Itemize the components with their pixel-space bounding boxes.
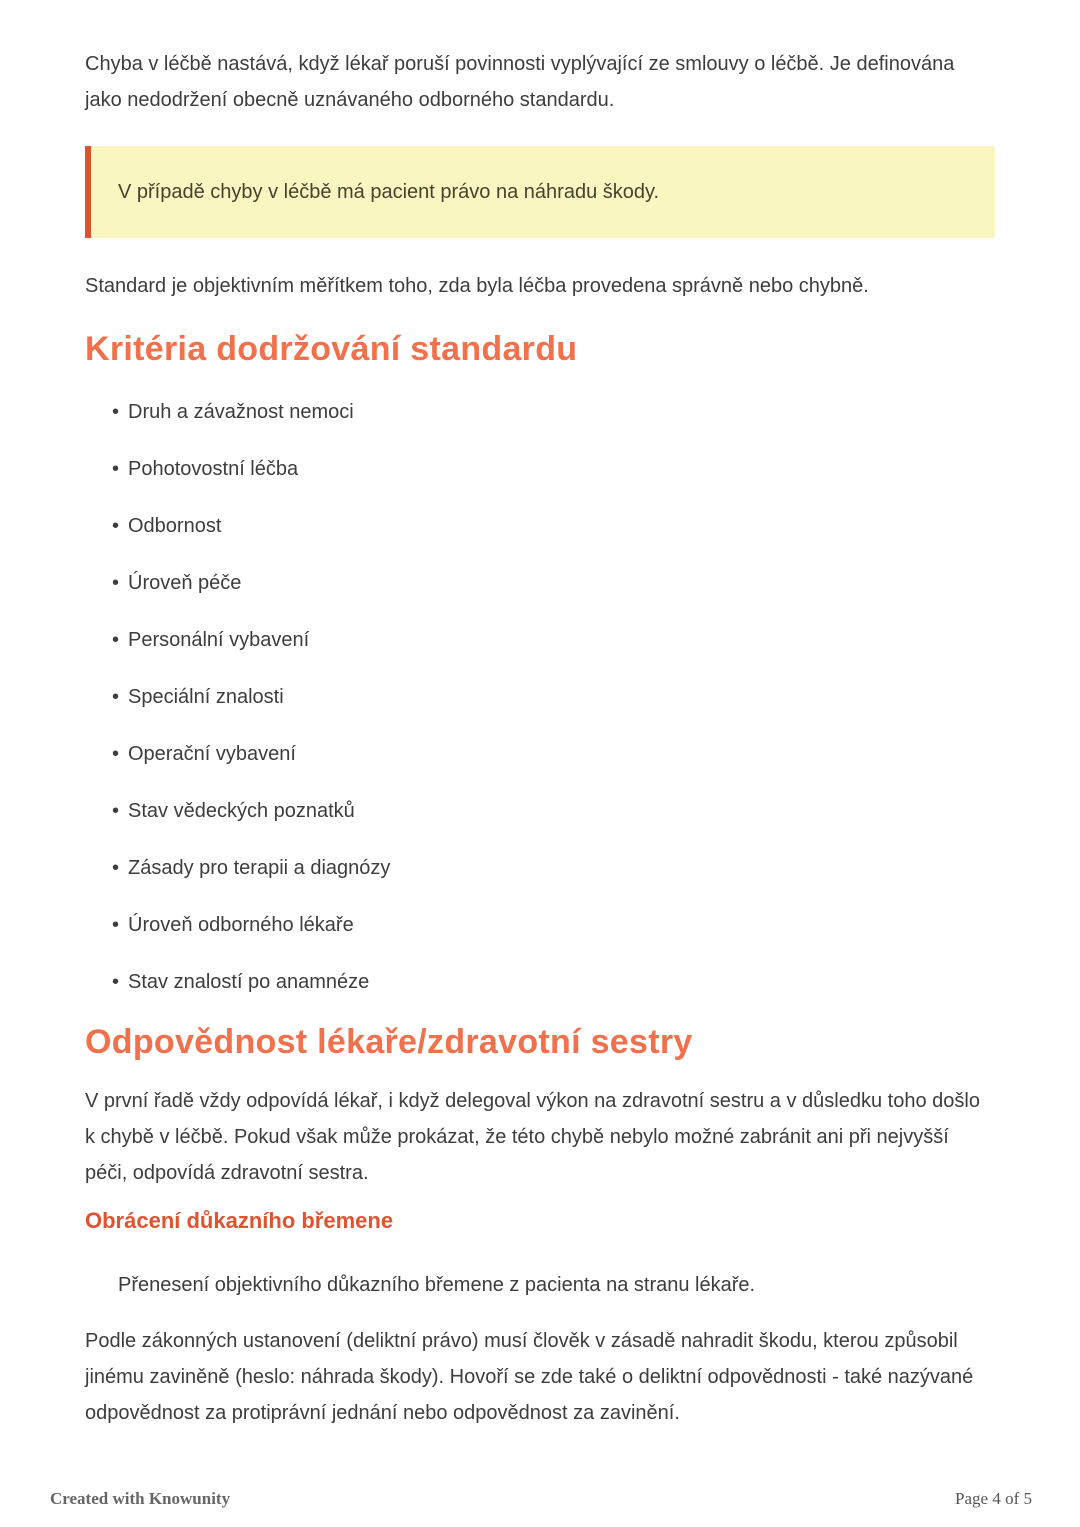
list-item-label: Stav znalostí po anamnéze — [128, 971, 370, 993]
footer-page-number: Page 4 of 5 — [955, 1489, 1032, 1508]
list-item — [112, 622, 995, 658]
callout-text: V případě chyby v léčbě má pacient právo na náhradu škody. — [118, 181, 660, 203]
list-item-label: Personální vybavení — [128, 629, 310, 651]
list-item — [112, 736, 995, 772]
list-item-label: Odbornost — [128, 515, 222, 537]
bullet-icon: • — [112, 743, 120, 765]
bullet-icon: • — [112, 458, 120, 480]
list-item-label: Operační vybavení — [128, 743, 296, 765]
list-item — [112, 508, 995, 544]
bullet-icon: • — [112, 629, 120, 651]
list-item — [112, 565, 995, 601]
bullet-icon: • — [112, 572, 120, 594]
section-heading-criteria: Kritéria dodržování standardu — [85, 330, 578, 368]
list-item — [112, 964, 995, 1000]
bullet-icon: • — [112, 857, 120, 879]
list-item-label: Pohotovostní léčba — [128, 458, 299, 480]
list-item-label: Zásady pro terapii a diagnózy — [128, 857, 391, 879]
bullet-icon: • — [112, 800, 120, 822]
footer-branding: Created with Knowunity — [50, 1489, 231, 1508]
criteria-list — [85, 394, 995, 1000]
bullet-icon: • — [112, 686, 120, 708]
intro-paragraph: Chyba v léčbě nastává, když lékař poruší povinnosti vyplývající ze smlouvy o léčbě. Je definována jako nedodržení obecně uznávaného odborného standardu. — [85, 53, 955, 111]
page-footer — [50, 1489, 1032, 1509]
callout-box — [85, 146, 995, 238]
list-item-label: Speciální znalosti — [128, 686, 284, 708]
bullet-icon: • — [112, 401, 120, 423]
bullet-icon: • — [112, 914, 120, 936]
standard-paragraph: Standard je objektivním měřítkem toho, zda byla léčba provedena správně nebo chybně. — [85, 275, 869, 297]
list-item — [112, 907, 995, 943]
subheading-burden-of-proof: Obrácení důkazního břemene — [85, 1208, 394, 1233]
list-item — [112, 679, 995, 715]
bullet-icon: • — [112, 971, 120, 993]
section-heading-responsibility: Odpovědnost lékaře/zdravotní sestry — [85, 1023, 693, 1061]
list-item-label: Stav vědeckých poznatků — [128, 800, 355, 822]
burden-note-paragraph: Přenesení objektivního důkazního břemene z pacienta na stranu lékaře. — [118, 1274, 756, 1296]
list-item-label: Úroveň odborného lékaře — [128, 914, 354, 936]
list-item-label: Druh a závažnost nemoci — [128, 401, 354, 423]
bullet-icon: • — [112, 515, 120, 537]
list-item — [112, 451, 995, 487]
list-item — [112, 793, 995, 829]
list-item — [112, 394, 995, 430]
liability-paragraph: Podle zákonných ustanovení (deliktní právo) musí člověk v zásadě nahradit škodu, kterou způsobil jinému zaviněně (heslo: náhrada škody). Hovoří se zde také o deliktní odpovědnosti - také nazývané odpovědnost za protiprávní jednání nebo odpovědnost za zavinění. — [85, 1330, 974, 1424]
list-item-label: Úroveň péče — [128, 572, 242, 594]
responsibility-paragraph: V první řadě vždy odpovídá lékař, i když delegoval výkon na zdravotní sestru a v důsledku toho došlo k chybě v léčbě. Pokud však může prokázat, že této chybě nebylo možné zabránit ani při nejvyšší péči, odpovídá zdravotní sestra. — [85, 1090, 980, 1184]
list-item — [112, 850, 995, 886]
